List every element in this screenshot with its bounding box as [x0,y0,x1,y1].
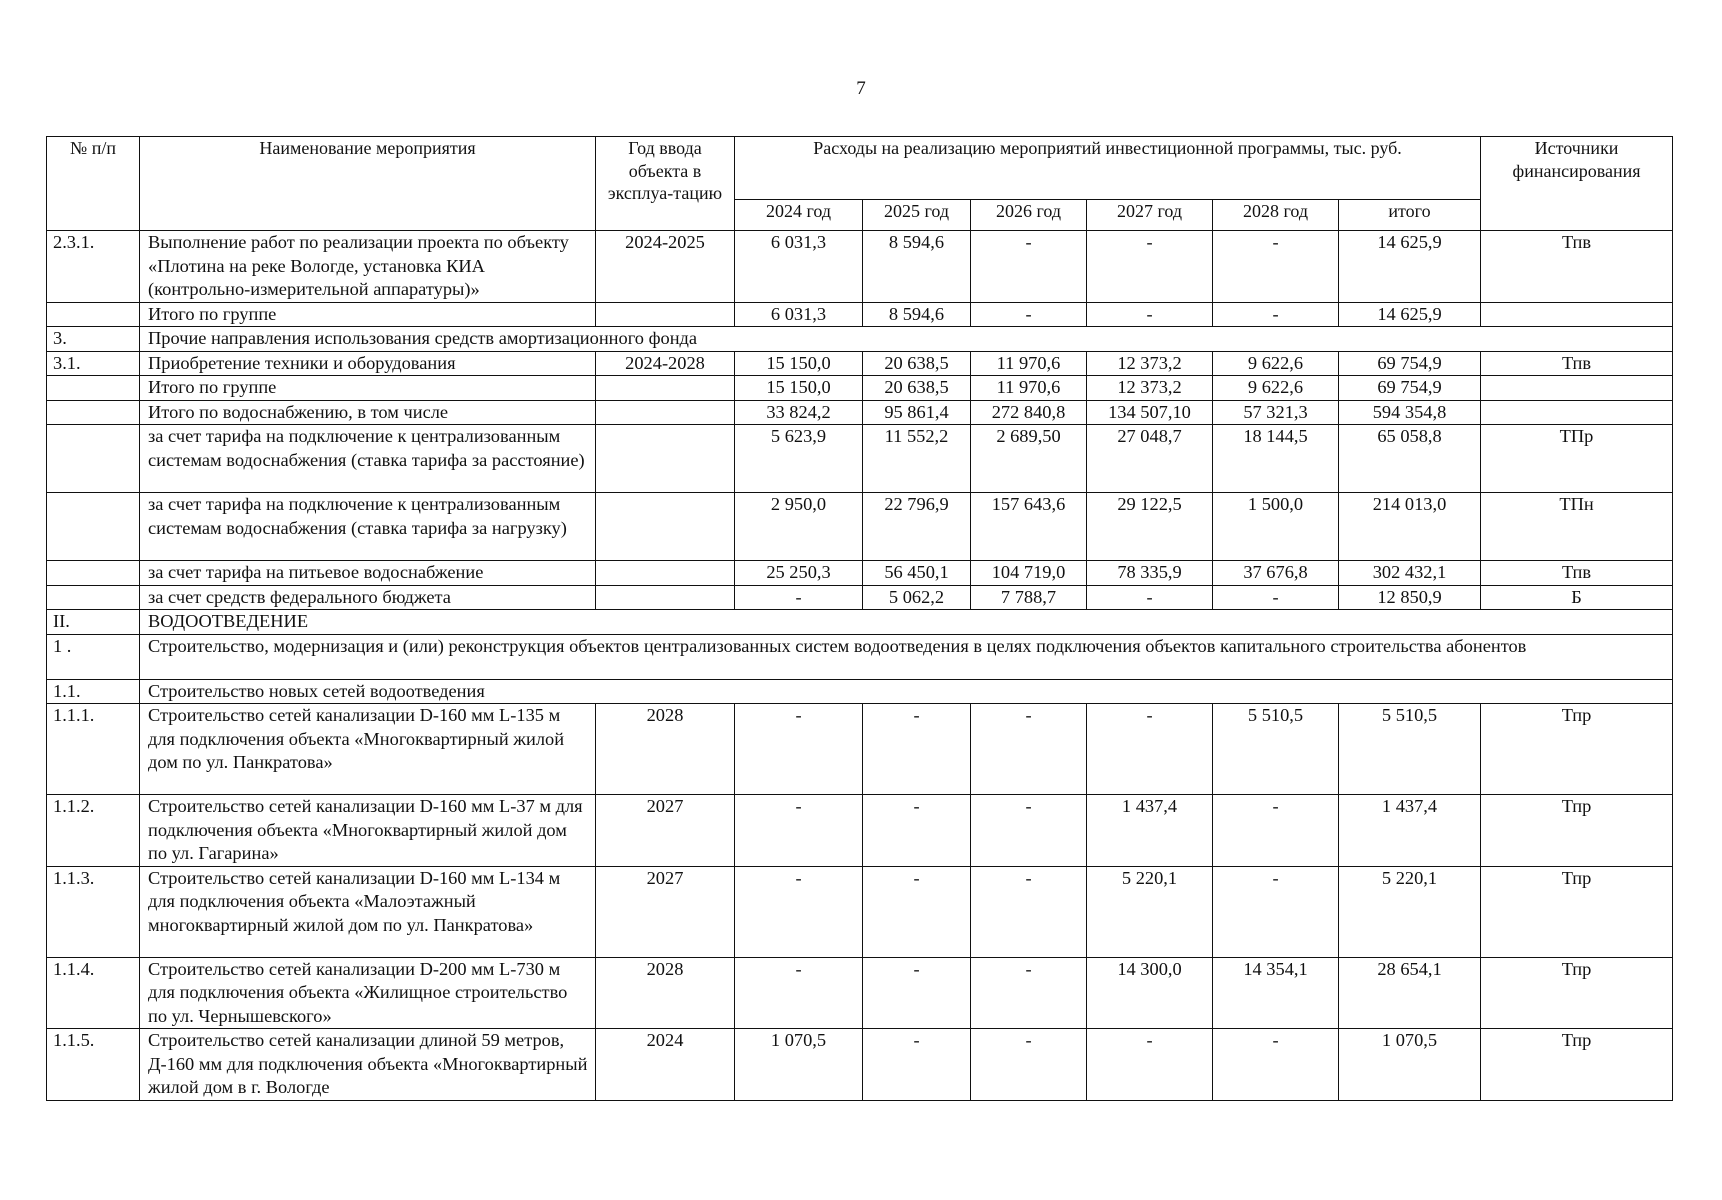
header-2027: 2027 год [1087,200,1213,231]
funding-source [1481,400,1673,425]
value-2025: - [863,704,971,795]
table-row [47,351,1673,376]
header-year: Год ввода объекта в эксплуа-тацию [596,137,735,231]
value-2024: 6 031,3 [735,302,863,327]
activity-name: за счет тарифа на питьевое водоснабжение [140,561,596,586]
value-total: 1 437,4 [1339,795,1481,867]
row-number [47,302,140,327]
table-row [47,585,1673,610]
value-2025: 56 450,1 [863,561,971,586]
value-2025: - [863,795,971,867]
header-expenses: Расходы на реализацию мероприятий инвестиционной программы, тыс. руб. [735,137,1481,200]
value-2027: 12 373,2 [1087,376,1213,401]
header-total: итого [1339,200,1481,231]
value-total: 5 220,1 [1339,866,1481,957]
value-2025: 8 594,6 [863,231,971,303]
commission-year [596,561,735,586]
value-total: 69 754,9 [1339,376,1481,401]
value-2027: 29 122,5 [1087,493,1213,561]
commission-year: 2024-2025 [596,231,735,303]
value-2024: - [735,866,863,957]
value-2025: 5 062,2 [863,585,971,610]
section-title: Строительство, модернизация и (или) реконструкция объектов централизованных систем водоотведения в целях подключения объектов капитального строительства абонентов [140,634,1673,679]
value-2026: - [971,795,1087,867]
value-2027: 78 335,9 [1087,561,1213,586]
commission-year [596,400,735,425]
value-2025: 95 861,4 [863,400,971,425]
value-2027: - [1087,1029,1213,1101]
row-number: 1.1.2. [47,795,140,867]
value-2027: 1 437,4 [1087,795,1213,867]
value-2028: 5 510,5 [1213,704,1339,795]
value-2026: 2 689,50 [971,425,1087,493]
value-2028: 18 144,5 [1213,425,1339,493]
section-title: Прочие направления использования средств амортизационного фонда [140,327,1673,352]
commission-year: 2024 [596,1029,735,1101]
value-2028: - [1213,302,1339,327]
activity-name: Строительство сетей канализации D-160 мм L-37 м для подключения объекта «Многоквартирный жилой дом по ул. Гагарина» [140,795,596,867]
value-2025: 22 796,9 [863,493,971,561]
table-row [47,1029,1673,1101]
section-row [47,634,1673,679]
value-2028: - [1213,585,1339,610]
row-number [47,585,140,610]
value-2026: 11 970,6 [971,376,1087,401]
value-2028: 14 354,1 [1213,957,1339,1029]
value-2026: 272 840,8 [971,400,1087,425]
commission-year [596,376,735,401]
value-2028: - [1213,795,1339,867]
row-number: 1.1. [47,679,140,704]
value-total: 5 510,5 [1339,704,1481,795]
value-2024: 33 824,2 [735,400,863,425]
value-2025: - [863,957,971,1029]
header-2025: 2025 год [863,200,971,231]
commission-year: 2028 [596,957,735,1029]
value-2025: - [863,1029,971,1101]
value-total: 69 754,9 [1339,351,1481,376]
header-2026: 2026 год [971,200,1087,231]
value-2025: 20 638,5 [863,351,971,376]
value-2024: - [735,957,863,1029]
row-number [47,376,140,401]
value-2028: 57 321,3 [1213,400,1339,425]
funding-source: Тпв [1481,351,1673,376]
funding-source: Тпр [1481,866,1673,957]
value-2027: - [1087,302,1213,327]
value-total: 14 625,9 [1339,231,1481,303]
commission-year [596,585,735,610]
value-2028: 1 500,0 [1213,493,1339,561]
commission-year [596,493,735,561]
activity-name: за счет средств федерального бюджета [140,585,596,610]
value-total: 65 058,8 [1339,425,1481,493]
activity-name: Выполнение работ по реализации проекта по объекту «Плотина на реке Вологде, установка КИА (контрольно-измерительной аппаратуры)» [140,231,596,303]
value-total: 14 625,9 [1339,302,1481,327]
row-number: 3. [47,327,140,352]
row-number: 1.1.4. [47,957,140,1029]
value-2026: 7 788,7 [971,585,1087,610]
row-number [47,425,140,493]
value-total: 28 654,1 [1339,957,1481,1029]
row-number [47,400,140,425]
row-number [47,561,140,586]
table-row [47,795,1673,867]
funding-source: Тпр [1481,957,1673,1029]
value-2027: 134 507,10 [1087,400,1213,425]
funding-source: Тпр [1481,1029,1673,1101]
funding-source: Тпв [1481,231,1673,303]
section-row [47,327,1673,352]
funding-source: ТПр [1481,425,1673,493]
value-2026: - [971,866,1087,957]
section-title: ВОДООТВЕДЕНИЕ [140,610,1673,635]
table-row [47,425,1673,493]
investment-program-table [46,136,1673,1101]
value-2024: 15 150,0 [735,351,863,376]
activity-name: Строительство сетей канализации D-200 мм L-730 м для подключения объекта «Жилищное строительство по ул. Чернышевского» [140,957,596,1029]
section-row [47,679,1673,704]
value-2024: - [735,585,863,610]
value-total: 302 432,1 [1339,561,1481,586]
table-row [47,302,1673,327]
value-2024: - [735,795,863,867]
value-2025: 8 594,6 [863,302,971,327]
table-row [47,561,1673,586]
table-row [47,866,1673,957]
activity-name: Строительство сетей канализации D-160 мм L-135 м для подключения объекта «Многоквартирный жилой дом по ул. Панкратова» [140,704,596,795]
table-row [47,957,1673,1029]
value-2024: - [735,704,863,795]
value-2024: 6 031,3 [735,231,863,303]
table-body [47,231,1673,1101]
activity-name: Итого по группе [140,302,596,327]
activity-name: Итого по водоснабжению, в том числе [140,400,596,425]
value-2027: 27 048,7 [1087,425,1213,493]
value-2028: 9 622,6 [1213,351,1339,376]
header-num: № п/п [47,137,140,231]
value-2026: 157 643,6 [971,493,1087,561]
commission-year: 2028 [596,704,735,795]
header-sources: Источники финансирования [1481,137,1673,231]
value-2026: - [971,1029,1087,1101]
row-number [47,493,140,561]
value-2026: - [971,704,1087,795]
activity-name: Итого по группе [140,376,596,401]
row-number: II. [47,610,140,635]
value-2028: 37 676,8 [1213,561,1339,586]
value-2027: - [1087,231,1213,303]
commission-year: 2024-2028 [596,351,735,376]
value-2026: - [971,957,1087,1029]
row-number: 1.1.1. [47,704,140,795]
funding-source [1481,376,1673,401]
value-2026: - [971,231,1087,303]
value-total: 214 013,0 [1339,493,1481,561]
funding-source: Тпр [1481,795,1673,867]
activity-name: Приобретение техники и оборудования [140,351,596,376]
section-row [47,610,1673,635]
value-2026: 104 719,0 [971,561,1087,586]
value-2027: - [1087,704,1213,795]
row-number: 3.1. [47,351,140,376]
header-2028: 2028 год [1213,200,1339,231]
value-2028: - [1213,866,1339,957]
funding-source: Тпв [1481,561,1673,586]
value-total: 594 354,8 [1339,400,1481,425]
value-2027: 5 220,1 [1087,866,1213,957]
value-2027: 12 373,2 [1087,351,1213,376]
value-2024: 25 250,3 [735,561,863,586]
table-row [47,376,1673,401]
value-2027: 14 300,0 [1087,957,1213,1029]
table-row [47,231,1673,303]
value-2025: 20 638,5 [863,376,971,401]
commission-year: 2027 [596,795,735,867]
row-number: 1 . [47,634,140,679]
header-2024: 2024 год [735,200,863,231]
value-2025: 11 552,2 [863,425,971,493]
commission-year [596,302,735,327]
value-2027: - [1087,585,1213,610]
row-number: 1.1.3. [47,866,140,957]
commission-year [596,425,735,493]
row-number: 2.3.1. [47,231,140,303]
commission-year: 2027 [596,866,735,957]
value-2024: 2 950,0 [735,493,863,561]
header-name: Наименование мероприятия [140,137,596,231]
value-2025: - [863,866,971,957]
table-row [47,704,1673,795]
funding-source: Тпр [1481,704,1673,795]
value-total: 12 850,9 [1339,585,1481,610]
value-2024: 15 150,0 [735,376,863,401]
section-title: Строительство новых сетей водоотведения [140,679,1673,704]
value-2028: 9 622,6 [1213,376,1339,401]
row-number: 1.1.5. [47,1029,140,1101]
value-2028: - [1213,1029,1339,1101]
activity-name: за счет тарифа на подключение к централизованным системам водоснабжения (ставка тарифа за расстояние) [140,425,596,493]
value-2028: - [1213,231,1339,303]
table-row [47,493,1673,561]
table-row [47,400,1673,425]
page-number: 7 [856,78,866,99]
value-2024: 5 623,9 [735,425,863,493]
activity-name: Строительство сетей канализации длиной 59 метров, Д-160 мм для подключения объекта «Многоквартирный жилой дом в г. Вологде [140,1029,596,1101]
funding-source: Б [1481,585,1673,610]
funding-source: ТПн [1481,493,1673,561]
value-total: 1 070,5 [1339,1029,1481,1101]
value-2024: 1 070,5 [735,1029,863,1101]
activity-name: за счет тарифа на подключение к централизованным системам водоснабжения (ставка тарифа за нагрузку) [140,493,596,561]
funding-source [1481,302,1673,327]
activity-name: Строительство сетей канализации D-160 мм L-134 м для подключения объекта «Малоэтажный многоквартирный жилой дом по ул. Панкратова» [140,866,596,957]
value-2026: - [971,302,1087,327]
value-2026: 11 970,6 [971,351,1087,376]
